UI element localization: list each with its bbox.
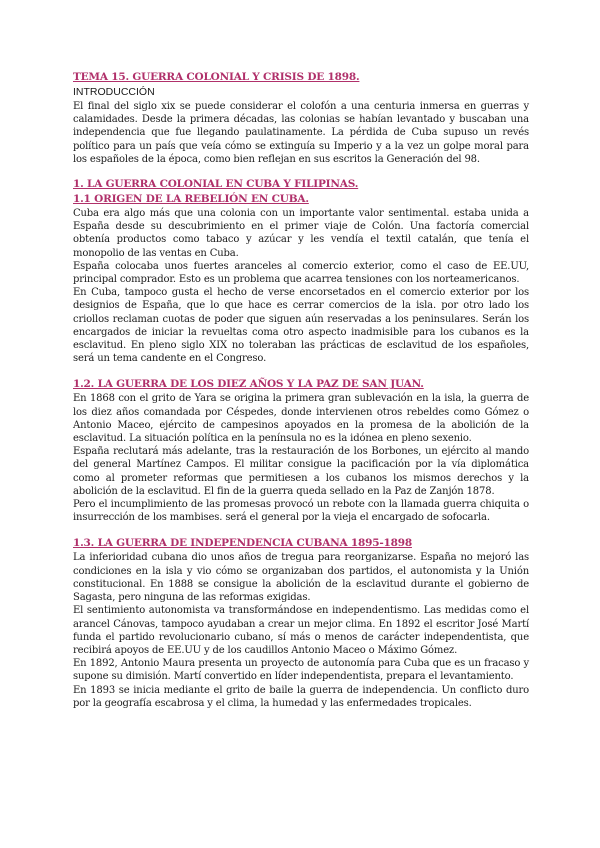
chapter-heading: TEMA 15. GUERRA COLONIAL Y CRISIS DE 1898. [73, 71, 360, 83]
paragraph: Pero el incumplimiento de las promesas provocó un rebote con la llamada guerra chiquita o insurrección de los mambises. será el general por la vieja el encargado de sofocarla. [73, 499, 529, 524]
document-page [73, 70, 529, 710]
paragraph: España colocaba unos fuertes aranceles al comercio exterior, como el caso de EE.UU, principal comprador. Esto es un problema que acarrea tensiones con los norteamericanos. [73, 260, 529, 286]
subsection-1-1-heading: 1.1 ORIGEN DE LA REBELIÓN EN CUBA. [73, 193, 309, 206]
intro-paragraph: El final del siglo xix se puede considerar el colofón a una centuria inmersa en guerras y calamidades. Desde la primera décadas, las colonias se habían levantado y buscaban una independencia que fue llegando paulatinamente. La pérdida de Cuba supuso un revés político para un país que veía cómo se extinguía su Imperio y a la vez un golpe moral para los españoles de la época, como bien reflejan en sus escritos la Generación del 98. [73, 101, 529, 165]
paragraph: En Cuba, tampoco gusta el hecho de verse encorsetados en el comercio exterior por los designios de España, que lo que hace es cerrar comercios de la isla. por otro lado los criollos reclaman cuotas de poder que siguen aún reservadas a los peninsulares. Serán los encargados de iniciar la revueltas coma otro aspecto inadmisible para los cubanos es la esclavitud. En pleno siglo XIX no toleraban las prácticas de esclavitud de los españoles, será un tema candente en el Congreso. [73, 287, 529, 365]
section-1-heading: 1. LA GUERRA COLONIAL EN CUBA Y FILIPINAS. [73, 178, 359, 191]
paragraph: En 1892, Antonio Maura presenta un proyecto de autonomía para Cuba que es un fracaso y supone su dimisión. Martí convertido en líder independentista, prepara el levantamiento. [73, 658, 529, 683]
paragraph: La inferioridad cubana dio unos años de tregua para reorganizarse. España no mejoró las condiciones en la isla y vio cómo se organizaban dos partidos, el autonomista y la Unión constitucional. En 1888 se consigue la abolición de la esclavitud durante el gobierno de Sagasta, pero ninguna de las reformas exigidas. [73, 552, 529, 604]
paragraph: España reclutará más adelante, tras la restauración de los Borbones, un ejército al mando del general Martínez Campos. El militar consigue la pacificación por la vía diplomática como al prometer reformas que permitiesen a los cubanos los mismos derechos y la abolición de la esclavitud. El fin de la guerra queda sellado en la Paz de Zanjón 1878. [73, 446, 529, 497]
spacer [73, 365, 529, 377]
paragraph: En 1868 con el grito de Yara se origina la primera gran sublevación en la isla, la guerra de los diez años comandada por Céspedes, donde intervienen otros rebeldes como Gómez o Antonio Maceo, ejército de campesinos apoyados en la promesa de la abolición de la esclavitud. La situación política en la península no es la idónea en pleno sexenio. [73, 393, 529, 445]
spacer [73, 524, 529, 536]
paragraph: En 1893 se inicia mediante el grito de baile la guerra de independencia. Un conflicto duro por la geografía escabrosa y el clima, la humedad y las enfermedades tropicales. [73, 684, 529, 709]
subsection-1-3-heading: 1.3. LA GUERRA DE INDEPENDENCIA CUBANA 1895-1898 [73, 537, 412, 550]
paragraph: Cuba era algo más que una colonia con un importante valor sentimental. estaba unida a España desde su descubrimiento en el primer viaje de Colón. Una factoría comercial obtenía productos como tabaco y azúcar y les vendía el textil catalán, que tenía el monopolio de las ventas en Cuba. [73, 208, 529, 259]
subsection-1-2-heading: 1.2. LA GUERRA DE LOS DIEZ AÑOS Y LA PAZ DE SAN JUAN. [73, 378, 424, 391]
spacer [73, 166, 529, 177]
intro-label: INTRODUCCIÓN [73, 86, 155, 98]
paragraph: El sentimiento autonomista va transformándose en independentismo. Las medidas como el arancel Cánovas, tampoco ayudaban a crear un mejor clima. En 1892 el escritor José Martí funda el partido revolucionario cubano, sí más o menos de carácter independentista, que recibirá apoyos de EE.UU y de los caudillos Antonio Maceo o Máximo Gómez. [73, 605, 529, 656]
